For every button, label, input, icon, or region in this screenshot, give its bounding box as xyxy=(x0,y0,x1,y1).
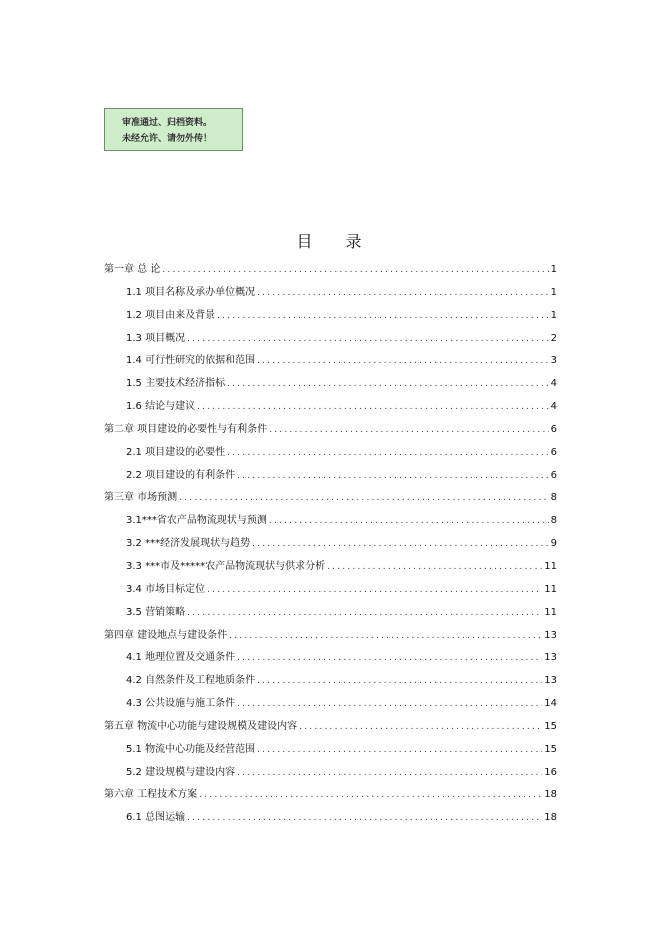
toc-entry-label: 3.1***省农产品物流现状与预测 xyxy=(126,515,267,527)
toc-entry-label: 1.6 结论与建议 xyxy=(126,401,196,413)
approval-stamp xyxy=(104,108,243,151)
toc-entry-label: 3.2 ***经济发展现状与趋势 xyxy=(126,538,251,550)
toc-entry-label: 第二章 项目建设的必要性与有利条件 xyxy=(104,423,268,435)
toc-entry-page-number: 13 xyxy=(544,652,557,664)
toc-entry-page-number: 15 xyxy=(544,720,557,732)
toc-entry-label: 第五章 物流中心功能与建设规模及建设内容 xyxy=(104,720,298,732)
toc-dot-leader xyxy=(257,739,542,762)
toc-entry-label: 3.3 ***市及*****农产品物流现状与供求分析 xyxy=(126,560,326,572)
toc-dot-leader xyxy=(187,807,542,830)
toc-entry-label: 5.1 物流中心功能及经营范围 xyxy=(126,743,256,755)
toc-entry-page-number: 13 xyxy=(544,629,557,641)
toc-chapter-entry[interactable] xyxy=(104,784,557,807)
toc-section-entry[interactable] xyxy=(104,465,557,488)
toc-entry-label: 第三章 市场预测 xyxy=(104,492,178,504)
toc-dot-leader xyxy=(187,328,549,351)
toc-entry-label: 1.4 可行性研究的依据和范围 xyxy=(126,355,256,367)
toc-entry-label: 4.1 地理位置及交通条件 xyxy=(126,652,236,664)
toc-entry-label: 1.2 项目由来及背景 xyxy=(126,309,216,321)
toc-chapter-entry[interactable] xyxy=(104,419,557,442)
toc-dot-leader xyxy=(237,693,542,716)
toc-dot-leader xyxy=(217,305,549,328)
toc-entry-page-number: 11 xyxy=(544,583,557,595)
toc-chapter-entry[interactable] xyxy=(104,625,557,648)
toc-dot-leader xyxy=(237,647,542,670)
toc-entry-label: 4.3 公共设施与施工条件 xyxy=(126,698,236,710)
toc-entry-page-number: 16 xyxy=(544,766,557,778)
toc-entry-page-number: 6 xyxy=(550,446,557,458)
toc-entry-page-number: 13 xyxy=(544,675,557,687)
toc-section-entry[interactable] xyxy=(104,762,557,785)
toc-entry-page-number: 1 xyxy=(550,264,557,275)
toc-dot-leader xyxy=(237,762,542,785)
toc-dot-leader xyxy=(179,487,548,510)
toc-section-entry[interactable] xyxy=(104,373,557,396)
toc-dot-leader xyxy=(207,579,542,602)
toc-entry-label: 5.2 建设规模与建设内容 xyxy=(126,766,236,778)
toc-entry-label: 第四章 建设地点与建设条件 xyxy=(104,629,228,641)
toc-entry-label: 第一章 总 论 xyxy=(104,264,161,275)
toc-section-entry[interactable] xyxy=(104,579,557,602)
toc-dot-leader xyxy=(269,419,548,442)
toc-entry-page-number: 11 xyxy=(544,560,557,572)
toc-chapter-entry[interactable] xyxy=(104,716,557,739)
toc-entry-page-number: 9 xyxy=(550,538,557,550)
toc-section-entry[interactable] xyxy=(104,510,557,533)
toc-entry-page-number: 18 xyxy=(544,789,557,801)
toc-section-entry[interactable] xyxy=(104,328,557,351)
toc-entry-label: 6.1 总图运输 xyxy=(126,812,186,824)
toc-chapter-entry[interactable] xyxy=(104,259,557,282)
toc-section-entry[interactable] xyxy=(104,442,557,465)
toc-section-entry[interactable] xyxy=(104,282,557,305)
toc-dot-leader xyxy=(227,373,549,396)
stamp-line-1: 审准通过、归档资料。 xyxy=(122,118,213,128)
toc-dot-leader xyxy=(227,442,549,465)
toc-dot-leader xyxy=(162,259,548,282)
toc-entry-label: 1.1 项目名称及承办单位概况 xyxy=(126,286,256,298)
toc-entry-label: 2.2 项目建设的有利条件 xyxy=(126,469,236,481)
toc-dot-leader xyxy=(269,510,549,533)
toc-dot-leader xyxy=(237,465,549,488)
toc-section-entry[interactable] xyxy=(104,396,557,419)
toc-entry-label: 1.3 项目概况 xyxy=(126,332,186,344)
toc-section-entry[interactable] xyxy=(104,305,557,328)
toc-section-entry[interactable] xyxy=(104,602,557,625)
toc-dot-leader xyxy=(252,533,549,556)
toc-entry-page-number: 2 xyxy=(550,332,557,344)
toc-section-entry[interactable] xyxy=(104,807,557,830)
toc-entry-label: 第六章 工程技术方案 xyxy=(104,789,198,801)
toc-dot-leader xyxy=(229,625,542,648)
toc-dot-leader xyxy=(197,396,549,419)
toc-dot-leader xyxy=(187,602,542,625)
table-of-contents xyxy=(104,259,557,830)
toc-section-entry[interactable] xyxy=(104,533,557,556)
toc-entry-page-number: 4 xyxy=(550,378,557,390)
toc-section-entry[interactable] xyxy=(104,693,557,716)
toc-entry-page-number: 18 xyxy=(544,812,557,824)
toc-entry-page-number: 15 xyxy=(544,743,557,755)
toc-dot-leader xyxy=(257,350,549,373)
toc-dot-leader xyxy=(257,670,542,693)
toc-dot-leader xyxy=(299,716,542,739)
toc-dot-leader xyxy=(257,282,549,305)
toc-section-entry[interactable] xyxy=(104,739,557,762)
toc-entry-page-number: 1 xyxy=(550,309,557,321)
toc-entry-page-number: 3 xyxy=(550,355,557,367)
toc-section-entry[interactable] xyxy=(104,556,557,579)
toc-title: 目 录 xyxy=(296,232,376,251)
stamp-line-2: 未经允许、请勿外传！ xyxy=(122,134,213,144)
toc-section-entry[interactable] xyxy=(104,350,557,373)
toc-entry-page-number: 4 xyxy=(550,401,557,413)
toc-entry-label: 1.5 主要技术经济指标 xyxy=(126,378,226,390)
toc-entry-page-number: 11 xyxy=(544,606,557,618)
toc-entry-label: 3.5 营销策略 xyxy=(126,606,186,618)
toc-entry-label: 4.2 自然条件及工程地质条件 xyxy=(126,675,256,687)
toc-entry-page-number: 14 xyxy=(544,698,557,710)
toc-dot-leader xyxy=(199,784,542,807)
toc-entry-page-number: 8 xyxy=(550,515,557,527)
toc-entry-label: 2.1 项目建设的必要性 xyxy=(126,446,226,458)
toc-entry-page-number: 6 xyxy=(550,469,557,481)
toc-section-entry[interactable] xyxy=(104,647,557,670)
toc-dot-leader xyxy=(327,556,542,579)
toc-section-entry[interactable] xyxy=(104,670,557,693)
toc-entry-label: 3.4 市场目标定位 xyxy=(126,583,206,595)
toc-entry-page-number: 1 xyxy=(550,286,557,298)
toc-chapter-entry[interactable] xyxy=(104,487,557,510)
toc-entry-page-number: 6 xyxy=(550,423,557,435)
toc-entry-page-number: 8 xyxy=(550,492,557,504)
